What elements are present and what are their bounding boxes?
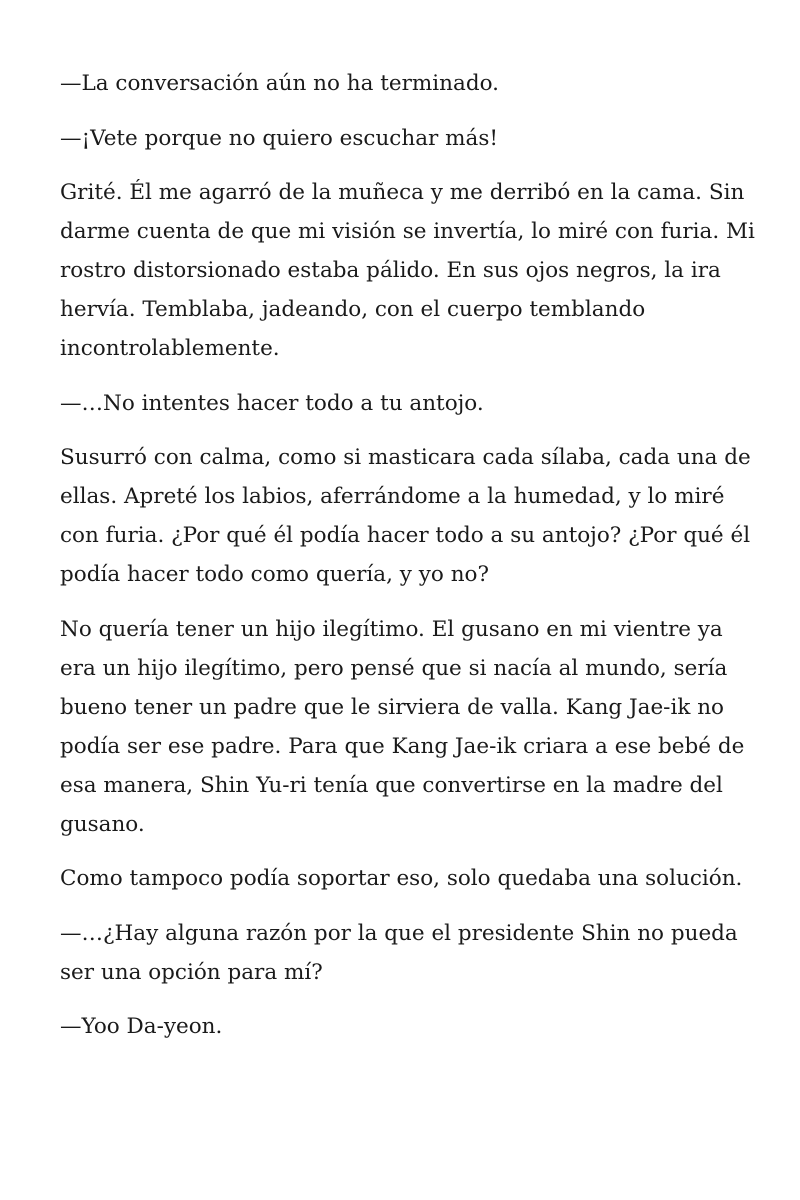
narration-paragraph: Grité. Él me agarró de la muñeca y me derribó en la cama. Sin darme cuenta de que mi visión se invertía, lo miré con furia. Mi rostro distorsionado estaba pálido. En sus ojos negros, la ira hervía. Temblaba, jadeando, con el cuerpo temblando incontrolablemente. <box>60 180 755 361</box>
dialogue-paragraph: —Yoo Da-yeon. <box>60 1014 223 1039</box>
narration-paragraph: Susurró con calma, como si masticara cada sílaba, cada una de ellas. Apreté los labios, aferrándome a la humedad, y lo miré con furia. ¿Por qué él podía hacer todo a su antojo? ¿Por qué él podía hacer todo como quería, y yo no? <box>60 445 751 587</box>
dialogue-paragraph: —…¿Hay alguna razón por la que el presidente Shin no pueda ser una opción para mí? <box>60 920 738 985</box>
dialogue-paragraph: —…No intentes hacer todo a tu antojo. <box>60 390 484 416</box>
dialogue-paragraph: —¡Vete porque no quiero escuchar más! <box>60 125 498 151</box>
narration-paragraph: Como tampoco podía soportar eso, solo quedaba una solución. <box>60 866 743 891</box>
dialogue-paragraph: —La conversación aún no ha terminado. <box>60 71 500 96</box>
page-text <box>60 64 760 1062</box>
narration-paragraph: No quería tener un hijo ilegítimo. El gusano en mi vientre ya era un hijo ilegítimo, pero pensé que si nacía al mundo, sería bueno tener un padre que le sirviera de valla. Kang Jae-ik no podía ser ese padre. Para que Kang Jae-ik criara a ese bebé de esa manera, Shin Yu-ri tenía que convertirse en la madre del gusano. <box>60 616 745 837</box>
